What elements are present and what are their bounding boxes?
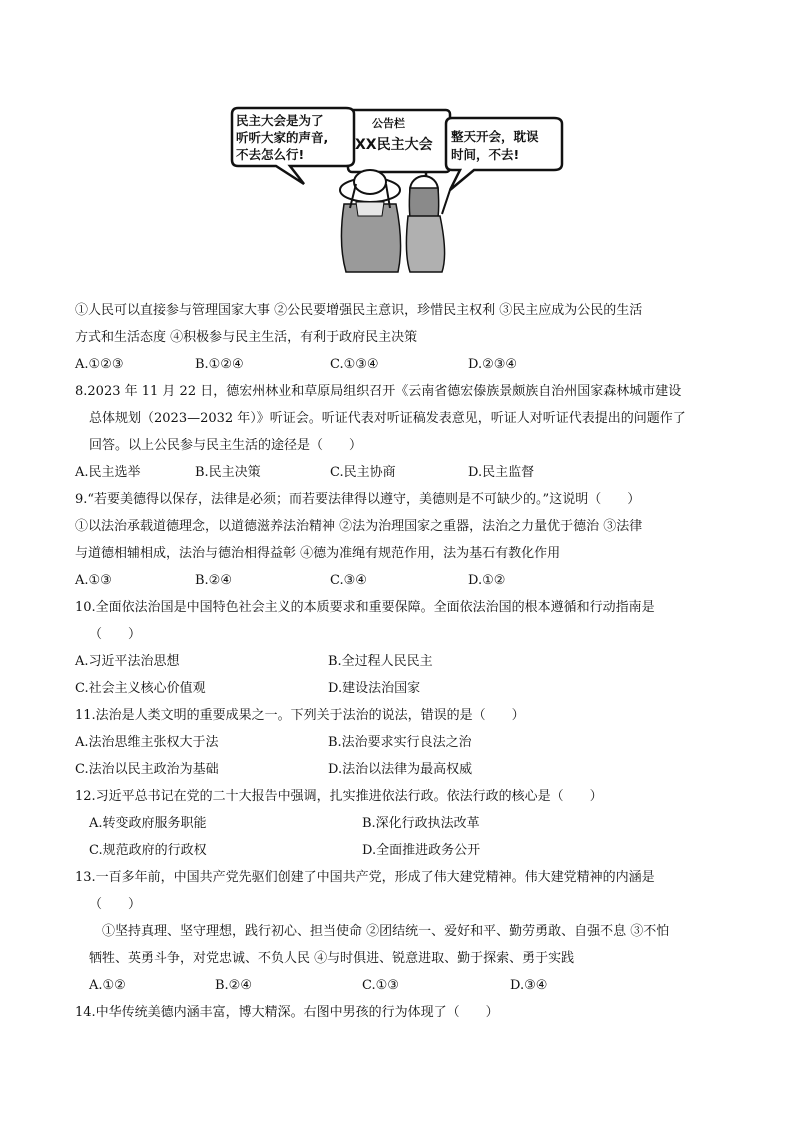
- left-bubble-line-1: 民主大会是为了: [236, 113, 324, 128]
- q11-option-b: B.法治要求实行良法之治: [328, 735, 472, 750]
- q9-stem-line-1: 9.“若要美德得以保存，法律是必须；而若要法律得以遵守，美德则是不可缺少的。”这说明（ ）: [75, 492, 641, 507]
- right-bubble-line-1: 整天开会，耽误: [451, 129, 539, 144]
- q13-stem-line-2: （ ）: [89, 897, 142, 912]
- q10-option-b: B.全过程人民民主: [328, 654, 433, 669]
- q11-stem: 11.法治是人类文明的重要成果之一。下列关于法治的说法，错误的是（ ）: [75, 708, 525, 723]
- q13-option-a: A.①②: [89, 978, 126, 993]
- q13-stem-line-1: 13.一百多年前，中国共产党先驱们创建了中国共产党，形成了伟大建党精神。伟大建党精神的内涵是: [75, 870, 655, 885]
- q7-option-c: C.①③④: [330, 357, 379, 372]
- q13-statements-line-1: ①坚持真理、坚守理想，践行初心、担当使命 ②团结统一、爱好和平、勤劳勇敢、自强不息 ③不怕: [102, 924, 670, 939]
- q11-option-c: C.法治以民主政治为基础: [75, 762, 219, 777]
- q8-stem-line-2: 总体规划（2023—2032 年）》听证会。听证代表对听证稿发表意见，听证人对听证代表提出的问题作了: [89, 411, 686, 426]
- left-bubble-line-3: 不去怎么行!: [236, 147, 305, 162]
- board-text: XX民主大会: [355, 137, 433, 153]
- q10-stem-line-1: 10.全面依法治国是中国特色社会主义的本质要求和重要保障。全面依法治国的根本遵循和行动指南是: [75, 600, 655, 615]
- q9-statements-line-1: ①以法治承载道德理念，以道德滋养法治精神 ②法为治理国家之重器，法治之力量优于德治 ③法律: [75, 519, 643, 534]
- board-title: 公告栏: [372, 117, 405, 130]
- q7-statements-line-2: 方式和生活态度 ④积极参与民主生活，有利于政府民主决策: [75, 330, 418, 345]
- girl-with-hat-figure: [340, 170, 401, 272]
- q13-statements-line-2: 牺牲、英勇斗争，对党忠诚、不负人民 ④与时俱进、锐意进取、勤于探索、勇于实践: [89, 951, 575, 966]
- q8-stem-line-3: 回答。以上公民参与民主生活的途径是（ ）: [89, 438, 363, 453]
- q7-option-b: B.①②④: [195, 357, 244, 372]
- q13-option-b: B.②④: [215, 978, 252, 993]
- q9-option-b: B.②④: [195, 573, 232, 588]
- q14-stem: 14.中华传统美德内涵丰富，博大精深。右图中男孩的行为体现了（ ）: [75, 1005, 499, 1020]
- q8-stem-line-1: 8.2023 年 11 月 22 日，德宏州林业和草原局组织召开《云南省德宏傣族景颇族自治州国家森林城市建设: [75, 384, 682, 399]
- q12-option-b: B.深化行政执法改革: [362, 816, 480, 831]
- q12-option-c: C.规范政府的行政权: [89, 843, 207, 858]
- q10-stem-line-2: （ ）: [89, 627, 142, 642]
- q9-option-a: A.①③: [75, 573, 112, 588]
- q7-option-d: D.②③④: [468, 357, 518, 372]
- q7-option-a: A.①②③: [75, 357, 124, 372]
- q8-option-b: B.民主决策: [195, 465, 261, 480]
- right-bubble-line-2: 时间，不去!: [451, 147, 520, 162]
- q13-option-c: C.①③: [362, 978, 399, 993]
- q8-option-c: C.民主协商: [330, 465, 396, 480]
- q7-statements-line-1: ①人民可以直接参与管理国家大事 ②公民要增强民主意识，珍惜民主权利 ③民主应成为公民的生活: [75, 303, 643, 318]
- q9-option-c: C.③④: [330, 573, 367, 588]
- q10-option-c: C.社会主义核心价值观: [75, 681, 206, 696]
- q8-option-d: D.民主监督: [468, 465, 535, 480]
- q8-option-a: A.民主选举: [75, 465, 141, 480]
- q10-option-d: D.建设法治国家: [328, 681, 421, 696]
- q11-option-a: A.法治思维主张权大于法: [75, 735, 219, 750]
- left-bubble-line-2: 听听大家的声音,: [236, 130, 329, 145]
- q10-option-a: A.习近平法治思想: [75, 654, 180, 669]
- q11-option-d: D.法治以法律为最高权威: [328, 762, 473, 777]
- q12-stem: 12.习近平总书记在党的二十大报告中强调，扎实推进依法行政。依法行政的核心是（ ）: [75, 789, 603, 804]
- q12-option-a: A.转变政府服务职能: [89, 816, 207, 831]
- q13-option-d: D.③④: [510, 978, 548, 993]
- q9-statements-line-2: 与道德相辅相成，法治与德治相得益彰 ④德为准绳有规范作用，法为基石有教化作用: [75, 546, 561, 561]
- long-hair-figure: [406, 176, 450, 272]
- q9-option-d: D.①②: [468, 573, 506, 588]
- q12-option-d: D.全面推进政务公开: [362, 843, 481, 858]
